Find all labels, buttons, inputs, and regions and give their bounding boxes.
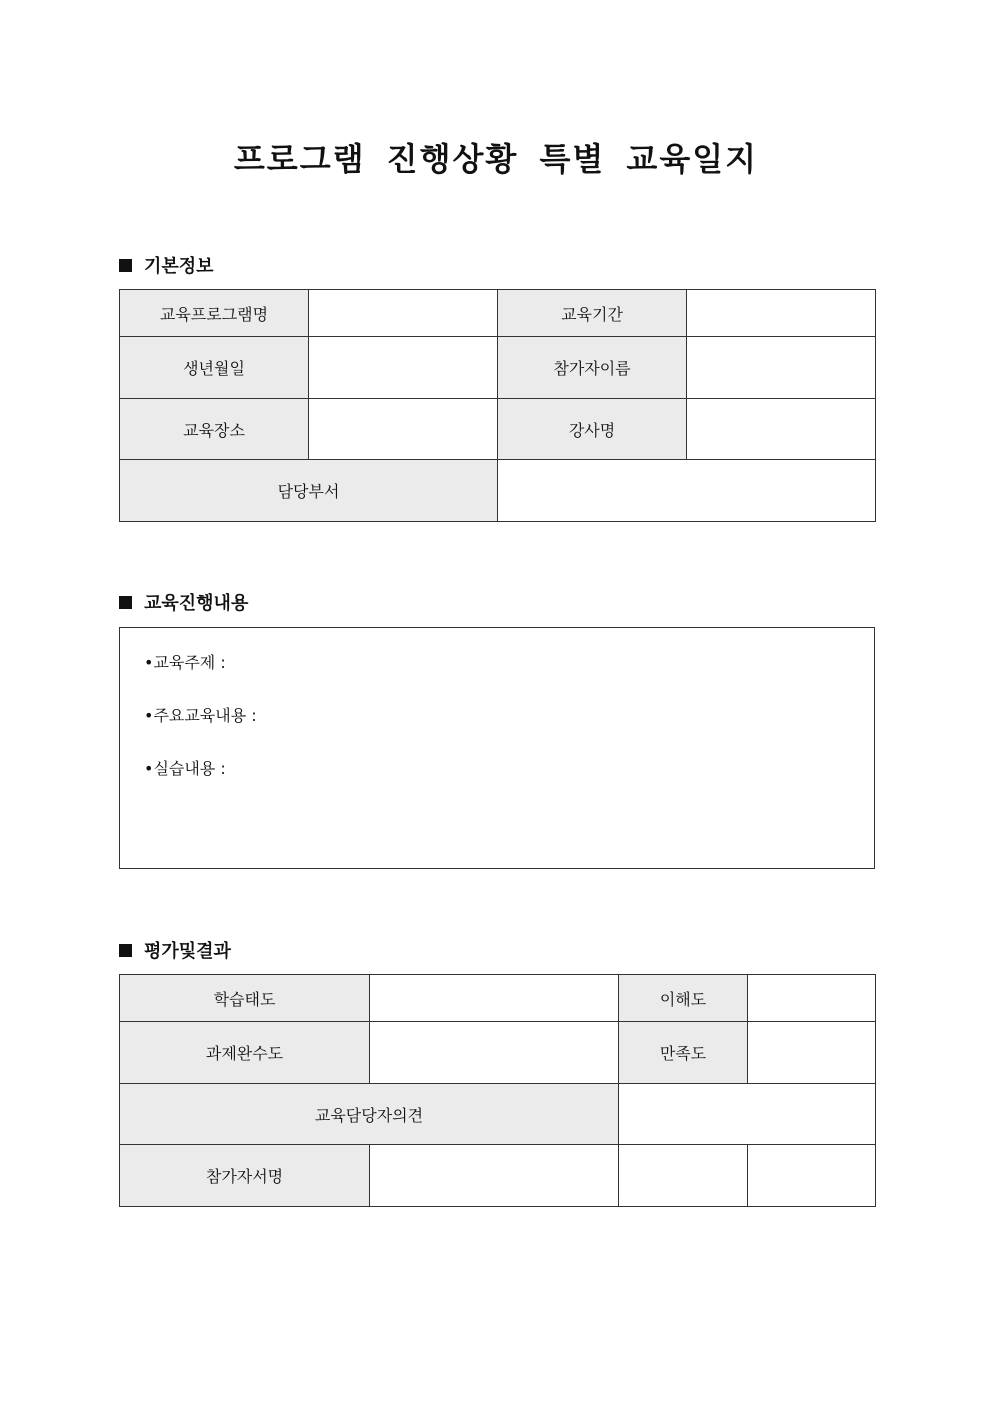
label-birth-date: 생년월일: [120, 337, 309, 399]
square-bullet-icon: [119, 596, 132, 609]
section-heading-basic-info: [119, 253, 214, 277]
field-department[interactable]: [498, 460, 876, 522]
field-understanding[interactable]: [748, 975, 876, 1022]
table-row: [120, 399, 876, 460]
label-signature: 참가자서명: [120, 1145, 370, 1207]
field-signature-extra-2[interactable]: [748, 1145, 876, 1207]
square-bullet-icon: [119, 944, 132, 957]
table-row: [120, 337, 876, 399]
label-program-name: 교육프로그램명: [120, 290, 309, 337]
label-attitude: 학습태도: [120, 975, 370, 1022]
field-manager-opinion[interactable]: [619, 1084, 876, 1145]
content-line-main-content: •주요교육내용 :: [144, 706, 257, 725]
label-understanding: 이해도: [619, 975, 748, 1022]
field-instructor[interactable]: [687, 399, 876, 460]
field-signature-extra-1[interactable]: [619, 1145, 748, 1207]
table-row: [120, 460, 876, 522]
page-title: 프로그램 진행상황 특별 교육일지: [233, 140, 759, 178]
section-heading-content: [119, 590, 248, 614]
label-assignment: 과제완수도: [120, 1022, 370, 1084]
label-location: 교육장소: [120, 399, 309, 460]
field-attitude[interactable]: [370, 975, 619, 1022]
label-department: 담당부서: [120, 460, 498, 522]
table-row: [120, 975, 876, 1022]
label-instructor: 강사명: [498, 399, 687, 460]
basic-info-table: [119, 289, 876, 522]
square-bullet-icon: [119, 259, 132, 272]
section-heading-evaluation: [119, 938, 231, 962]
table-row: [120, 1022, 876, 1084]
table-row: [120, 1145, 876, 1207]
table-row: [120, 1084, 876, 1145]
content-line-topic: •교육주제 :: [144, 653, 226, 672]
field-satisfaction[interactable]: [748, 1022, 876, 1084]
field-period[interactable]: [687, 290, 876, 337]
section-heading-label: 교육진행내용: [144, 593, 249, 614]
field-participant-name[interactable]: [687, 337, 876, 399]
field-program-name[interactable]: [309, 290, 498, 337]
field-assignment[interactable]: [370, 1022, 619, 1084]
field-location[interactable]: [309, 399, 498, 460]
label-period: 교육기간: [498, 290, 687, 337]
table-row: [120, 290, 876, 337]
content-line-practice: •실습내용 :: [144, 759, 226, 778]
label-manager-opinion: 교육담당자의견: [120, 1084, 619, 1145]
label-satisfaction: 만족도: [619, 1022, 748, 1084]
content-box[interactable]: [119, 627, 875, 869]
label-participant-name: 참가자이름: [498, 337, 687, 399]
evaluation-table: [119, 974, 876, 1207]
field-birth-date[interactable]: [309, 337, 498, 399]
field-signature[interactable]: [370, 1145, 619, 1207]
section-heading-label: 기본정보: [144, 256, 214, 277]
section-heading-label: 평가및결과: [144, 941, 231, 962]
